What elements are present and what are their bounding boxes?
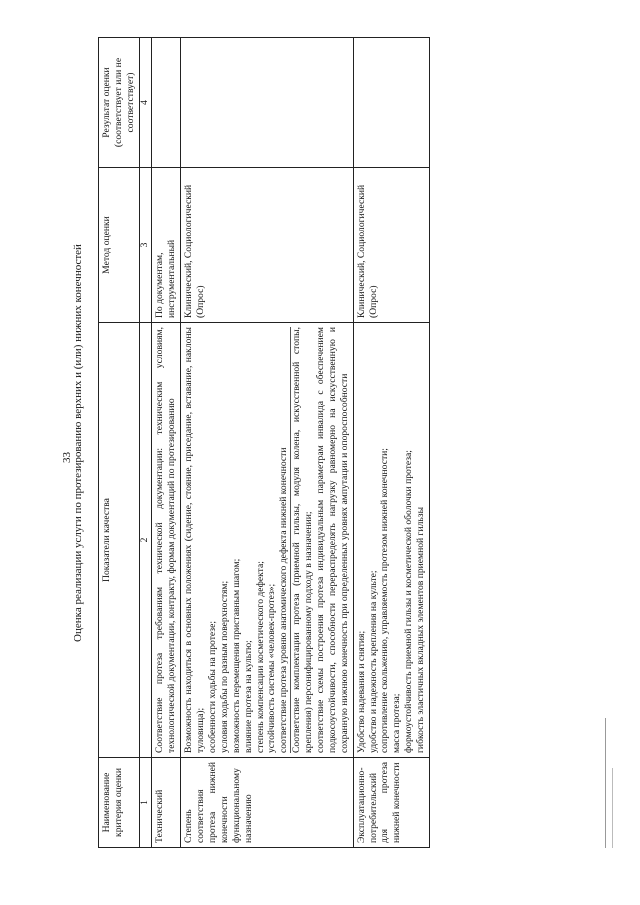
indicator-item: формоустойчивость приемной гильзы и косметической оболочки протеза; [403, 450, 415, 753]
indicator-item: сопротивление скольжению, управляемость протезом нижней конечности; [379, 448, 391, 753]
table-row [152, 38, 181, 848]
header-method: Метод оценки [99, 168, 140, 323]
page-number: 33 [61, 452, 73, 463]
indicator-item: соответствие протеза уровню анатомического дефекта нижней конечности [278, 327, 291, 753]
indicator-item: возможность перемещения приставным шагом; [230, 558, 242, 753]
indicator-item: гибкость эластичных вкладных элементов приемной гильзы [415, 506, 427, 753]
table-row [353, 38, 429, 848]
indicator-item: влияние протеза на культю; [242, 640, 254, 753]
indicator-item: Возможность находиться в основных положениях (сидение, стояние, приседание, вставание, наклоны туловища); [183, 327, 207, 753]
header-indicators: Показатели качества [99, 323, 140, 758]
column-number: 1 [139, 758, 152, 848]
criterion-cell: Степень соответствия протеза нижней конечности функциональному назначению [181, 758, 353, 848]
quality-assessment-table [98, 37, 430, 848]
document-title: Оценка реализации услуги по протезированию верхних и (или) нижних конечностей [72, 244, 84, 642]
header-criterion: Наименование критерия оценки [99, 758, 140, 848]
criterion-cell: Технический [152, 758, 181, 848]
result-cell [152, 38, 181, 168]
criterion-cell: Эксплуатационно-потребительский для протеза нижней конечности [353, 758, 429, 848]
footer-rule [605, 718, 606, 848]
table-header-row [99, 38, 140, 848]
method-cell: Клинический, Социологический (Опрос) [353, 168, 429, 323]
indicator-item: особенности ходьбы на протезе; [207, 621, 218, 753]
result-cell [181, 38, 353, 168]
column-number: 2 [139, 323, 152, 758]
indicator-item: удобство и надежность крепления на культе; [367, 570, 379, 753]
column-number: 4 [139, 38, 152, 168]
indicator-item: устойчивость системы «человек-протез»; [266, 583, 278, 753]
indicator-item: Соответствие протеза требованиям технической документации: техническим условиям, технологической документации, контракту, формам документаций по протезированию [154, 327, 178, 753]
method-cell: Клинический, Социологический (Опрос) [181, 168, 353, 323]
indicators-cell [181, 323, 353, 758]
header-result: Результат оценки (соответствует или не соответствует) [99, 38, 140, 168]
result-cell [353, 38, 429, 168]
indicator-item: степень компенсации косметического дефекта; [254, 561, 266, 753]
indicator-item: масса протеза; [391, 693, 403, 753]
indicators-cell [152, 323, 181, 758]
rotated-content [60, 38, 620, 848]
indicator-item: соответствие схемы построения протеза индивидуальным параметрам инвалида с обеспечением подкосоустойчивости, способности перераспределять нагрузку равномерно на искусственную и сохранную нижнюю конечность при определенных уровнях ампутации и опороспособности [315, 327, 350, 753]
indicators-cell [353, 323, 429, 758]
method-cell: По документам, инструментальный [152, 168, 181, 323]
column-number-row [139, 38, 152, 848]
table-row [181, 38, 353, 848]
footer-rule [612, 768, 613, 848]
column-number: 3 [139, 168, 152, 323]
indicator-item: условия ходьбы по разным поверхностям; [218, 580, 230, 753]
indicator-item: Удобство надевания и снятия; [355, 630, 367, 753]
indicator-item: Соответствие комплектации протеза (приемной гильзы, модуля колена, искусственной стопы, крепления) персонифицированному подходу в назначении; [291, 327, 315, 753]
